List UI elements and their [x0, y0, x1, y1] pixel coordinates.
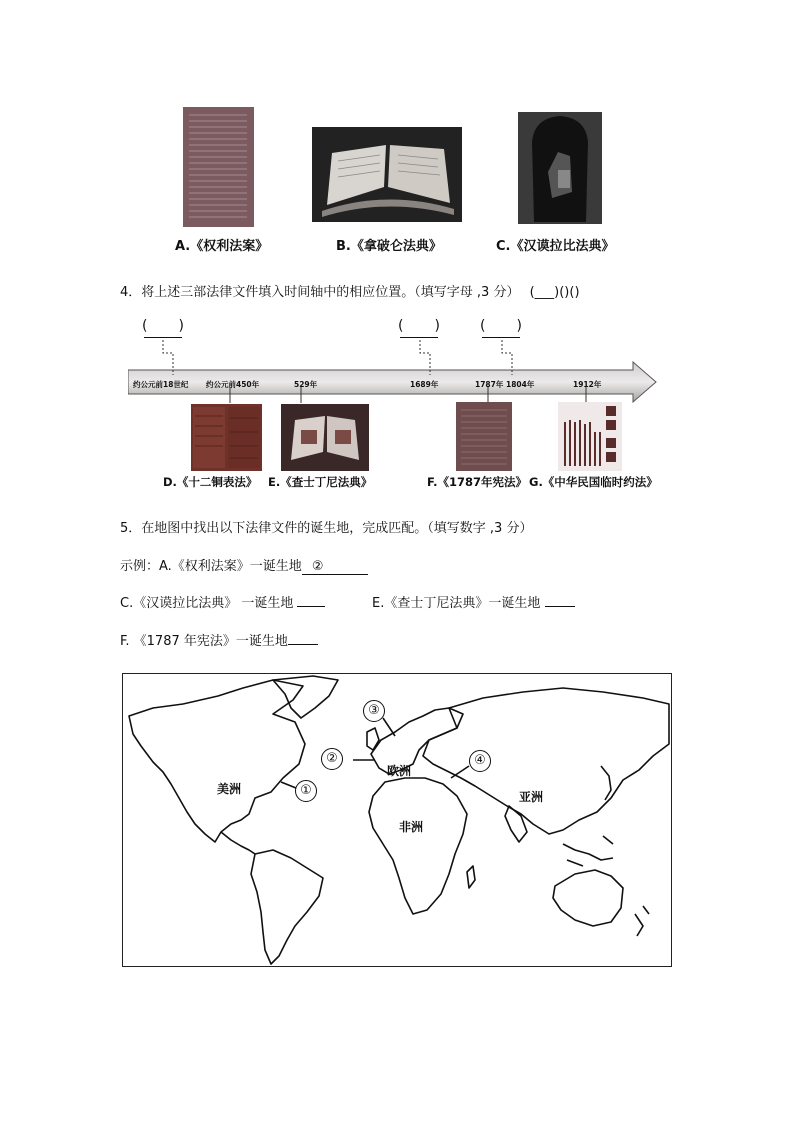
provisional-constitution-photo	[558, 402, 622, 471]
hammurabi-stele-photo	[518, 112, 602, 224]
item-f-blank[interactable]	[288, 644, 318, 645]
tick-label-1912: 1912年	[573, 380, 602, 389]
item-e-label: E.《查士丁尼法典》一诞生地	[372, 596, 541, 611]
marker-leader-4	[451, 766, 469, 778]
question-5-text: 5．在地图中找出以下法律文件的诞生地，完成匹配。（填写数字 ,3 分）	[120, 521, 533, 536]
timeline-answer-slot-2[interactable]	[400, 325, 438, 338]
example-answer: ②	[311, 559, 324, 574]
napoleonic-code-photo	[312, 127, 462, 222]
map-label-america: 美洲	[217, 782, 242, 796]
question-5-item-e	[372, 592, 575, 611]
twelve-tables-texture	[191, 404, 262, 471]
constitution-1787-texture	[456, 402, 512, 471]
item-c-blank[interactable]	[297, 606, 325, 607]
timeline-answer-slot-3[interactable]	[482, 325, 520, 338]
justinian-code-book	[281, 404, 369, 471]
map-label-asia: 亚洲	[519, 790, 544, 804]
africa-shape	[369, 778, 467, 914]
question-4-answer-slots[interactable]: (___)()()	[529, 285, 580, 300]
doc-a-caption: A.《权利法案》	[175, 239, 269, 254]
timeline-connectors	[120, 335, 680, 405]
tick-label-1787: 1787年	[475, 380, 504, 389]
example-prefix: 示例：A.《权利法案》一诞生地	[120, 559, 302, 574]
tick-label-529: 529年	[294, 380, 318, 389]
twelve-tables-photo	[191, 404, 262, 471]
map-label-africa: 非洲	[399, 820, 424, 834]
timeline-caption-f: F.《1787年宪法》	[427, 475, 528, 489]
timeline-caption-g: G.《中华民国临时约法》	[529, 475, 658, 489]
tick-label-1689: 1689年	[410, 380, 439, 389]
europe-shape	[371, 708, 463, 774]
south-america-shape	[251, 850, 323, 964]
hammurabi-stele-shape	[518, 112, 602, 224]
question-5-example	[120, 555, 368, 575]
north-america-shape	[129, 680, 305, 842]
item-f-label: F. 《1787 年宪法》一诞生地	[120, 634, 288, 649]
doc-c-caption: C.《汉谟拉比法典》	[496, 239, 615, 254]
timeline-answer-slot-1[interactable]	[144, 325, 182, 338]
justinian-code-photo	[281, 404, 369, 471]
central-america-shape	[221, 832, 255, 854]
example-answer-blank	[302, 559, 368, 575]
world-map-outline	[123, 674, 671, 966]
se-asia-islands-shape	[563, 836, 613, 866]
tick-label-1804: 1804年	[506, 380, 535, 389]
question-5-item-c	[120, 592, 325, 611]
timeline-caption-d: D.《十二铜表法》	[163, 475, 258, 489]
world-map	[122, 673, 672, 967]
new-zealand-shape	[635, 906, 649, 936]
asia-shape	[423, 688, 669, 834]
japan-shape	[601, 766, 611, 800]
question-4-text	[120, 281, 580, 300]
marker-leader-3	[383, 718, 395, 736]
tick-label-450-bc: 约公元前450年	[206, 380, 260, 389]
map-marker-1: ①	[295, 780, 317, 802]
provisional-constitution-texture	[558, 402, 622, 471]
question-5-item-f	[120, 630, 318, 649]
map-marker-3: ③	[363, 700, 385, 722]
napoleonic-code-book	[312, 127, 462, 222]
map-marker-4: ④	[469, 750, 491, 772]
bill-of-rights-photo	[183, 107, 254, 227]
map-label-europe: 欧洲	[387, 764, 412, 778]
britain-shape	[367, 728, 379, 750]
question-4-prompt: 4．将上述三部法律文件填入时间轴中的相应位置。（填写字母 ,3 分）	[120, 285, 520, 300]
australia-shape	[553, 870, 623, 926]
india-shape	[505, 806, 527, 842]
madagascar-shape	[467, 866, 475, 888]
item-c-label: C.《汉谟拉比法典》 一诞生地	[120, 596, 294, 611]
constitution-1787-photo	[456, 402, 512, 471]
tick-label-18c-bc: 约公元前18世纪	[133, 380, 189, 389]
map-marker-2: ②	[321, 748, 343, 770]
bill-of-rights-texture	[183, 107, 254, 227]
doc-b-caption: B.《拿破仑法典》	[336, 239, 442, 254]
item-e-blank[interactable]	[545, 606, 575, 607]
timeline-caption-e: E.《查士丁尼法典》	[268, 475, 373, 489]
